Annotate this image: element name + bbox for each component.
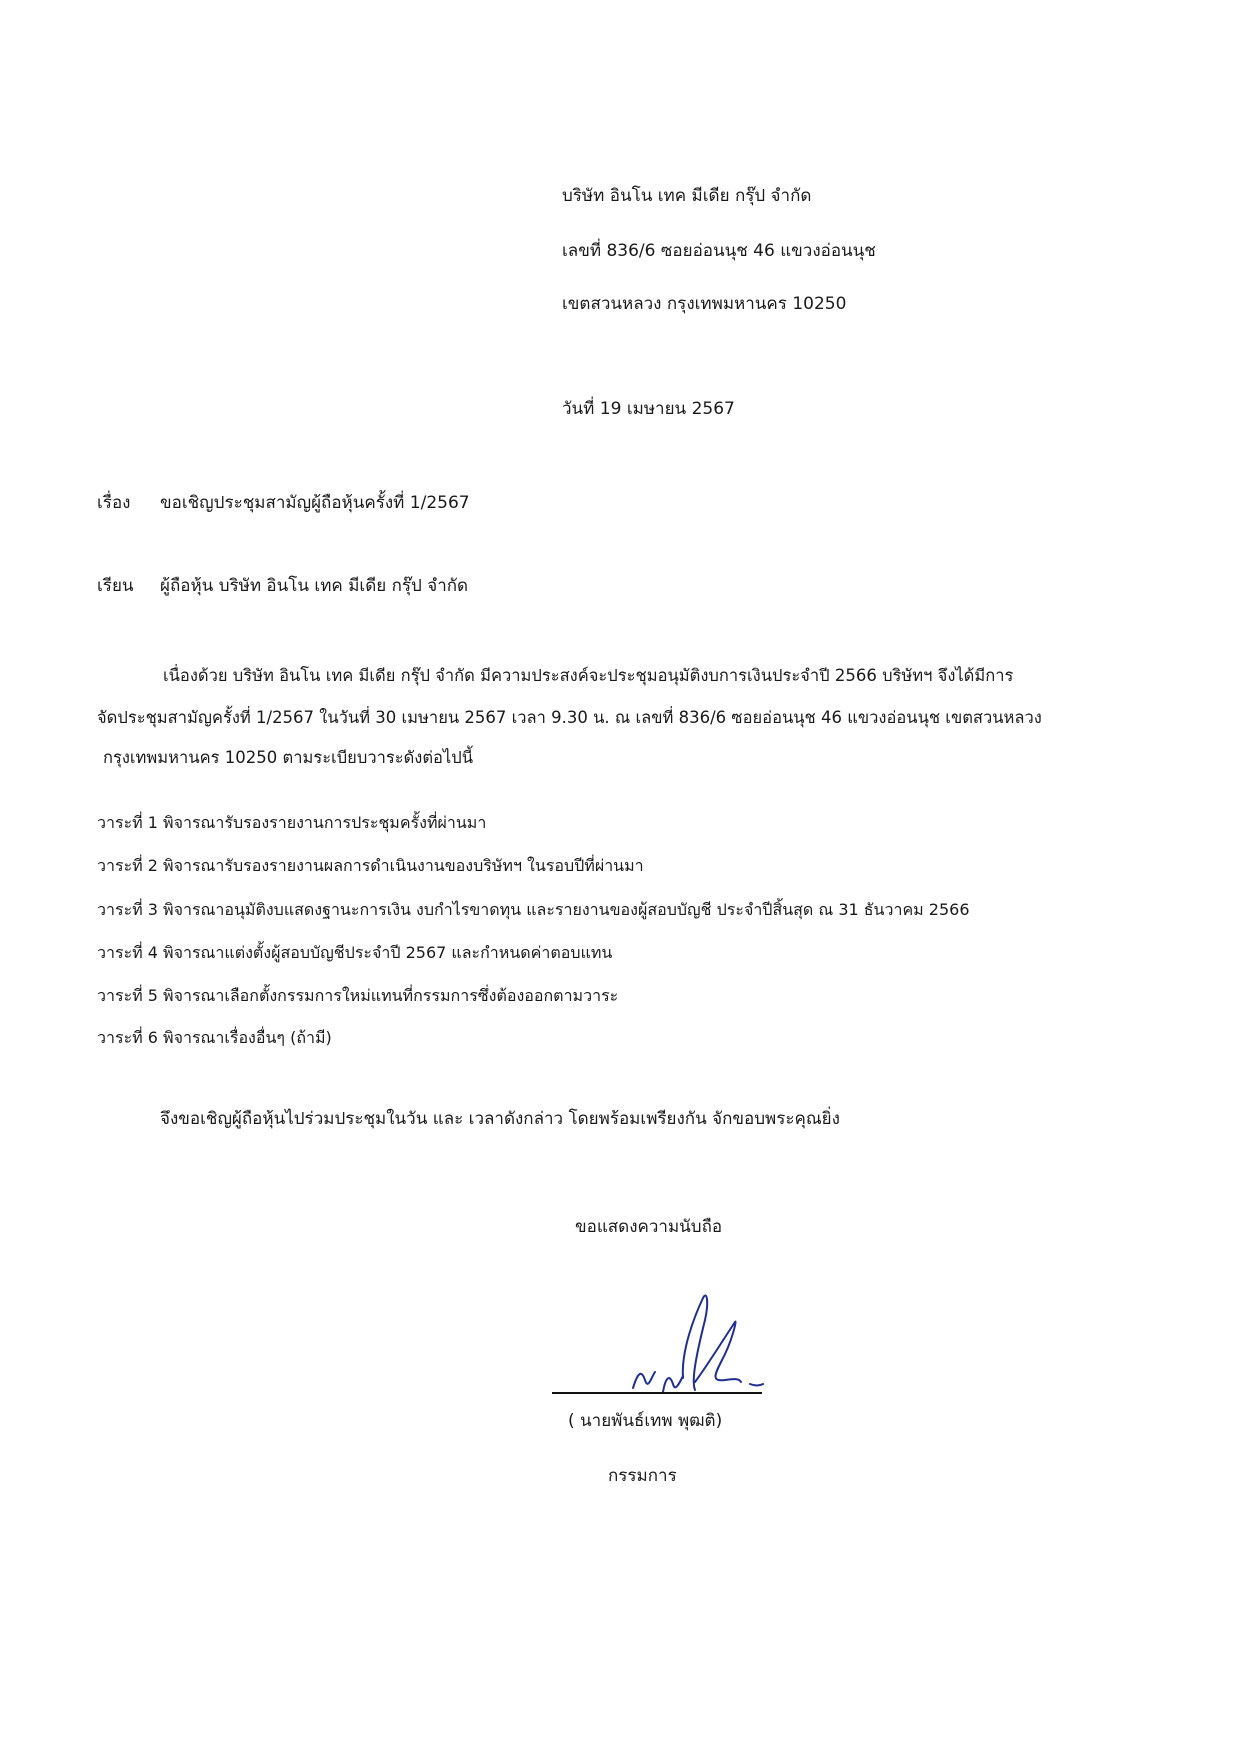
agenda-item-2: วาระที่ 2 พิจารณารับรองรายงานผลการดำเนินงานของบริษัทฯ ในรอบปีที่ผ่านมา: [97, 856, 644, 875]
body-line-1: เนื่องด้วย บริษัท อินโน เทค มีเดีย กรุ๊ป จำกัด มีความประสงค์จะประชุมอนุมัติงบการเงินประจำปี 2566 บริษัทฯ จึงได้มีการ: [163, 666, 1014, 685]
signer-title: กรรมการ: [608, 1466, 677, 1486]
agenda-item-6: วาระที่ 6 พิจารณาเรื่องอื่นๆ (ถ้ามี): [97, 1028, 332, 1047]
company-name: บริษัท อินโน เทค มีเดีย กรุ๊ป จำกัด: [562, 186, 812, 206]
address-line-2: เขตสวนหลวง กรุงเทพมหานคร 10250: [562, 294, 847, 314]
closing-line: จึงขอเชิญผู้ถือหุ้นไปร่วมประชุมในวัน และ เวลาดังกล่าว โดยพร้อมเพรียงกัน จักขอบพระคุณยิ่ง: [160, 1109, 840, 1129]
recipient-label: เรียน: [97, 576, 134, 596]
subject-label: เรื่อง: [97, 493, 131, 513]
agenda-item-4: วาระที่ 4 พิจารณาแต่งตั้งผู้สอบบัญชีประจำปี 2567 และกำหนดค่าตอบแทน: [97, 943, 613, 962]
signature-line: [552, 1392, 762, 1394]
agenda-item-5: วาระที่ 5 พิจารณาเลือกตั้งกรรมการใหม่แทนที่กรรมการซึ่งต้องออกตามวาระ: [97, 986, 619, 1005]
agenda-item-3: วาระที่ 3 พิจารณาอนุมัติงบแสดงฐานะการเงิน งบกำไรขาดทุน และรายงานของผู้สอบบัญชี ประจำปีสิ้นสุด ณ 31 ธันวาคม 2566: [97, 900, 970, 919]
signer-name: ( นายพันธ์เทพ พุฒติ): [568, 1411, 723, 1431]
address-line-1: เลขที่ 836/6 ซอยอ่อนนุช 46 แขวงอ่อนนุช: [562, 241, 876, 261]
body-line-2: จัดประชุมสามัญครั้งที่ 1/2567 ในวันที่ 30 เมษายน 2567 เวลา 9.30 น. ณ เลขที่ 836/6 ซอยอ่อนนุช 46 แขวงอ่อนนุช เขตสวนหลวง: [97, 708, 1042, 727]
agenda-item-1: วาระที่ 1 พิจารณารับรองรายงานการประชุมครั้งที่ผ่านมา: [97, 813, 487, 832]
subject-text: ขอเชิญประชุมสามัญผู้ถือหุ้นครั้งที่ 1/2567: [160, 493, 470, 513]
letter-date: วันที่ 19 เมษายน 2567: [562, 399, 735, 419]
recipient-text: ผู้ถือหุ้น บริษัท อินโน เทค มีเดีย กรุ๊ป จำกัด: [160, 576, 469, 596]
body-line-3: กรุงเทพมหานคร 10250 ตามระเบียบวาระดังต่อไปนี้: [103, 748, 474, 767]
regards-text: ขอแสดงความนับถือ: [575, 1217, 723, 1237]
handwritten-signature: [545, 1280, 775, 1400]
